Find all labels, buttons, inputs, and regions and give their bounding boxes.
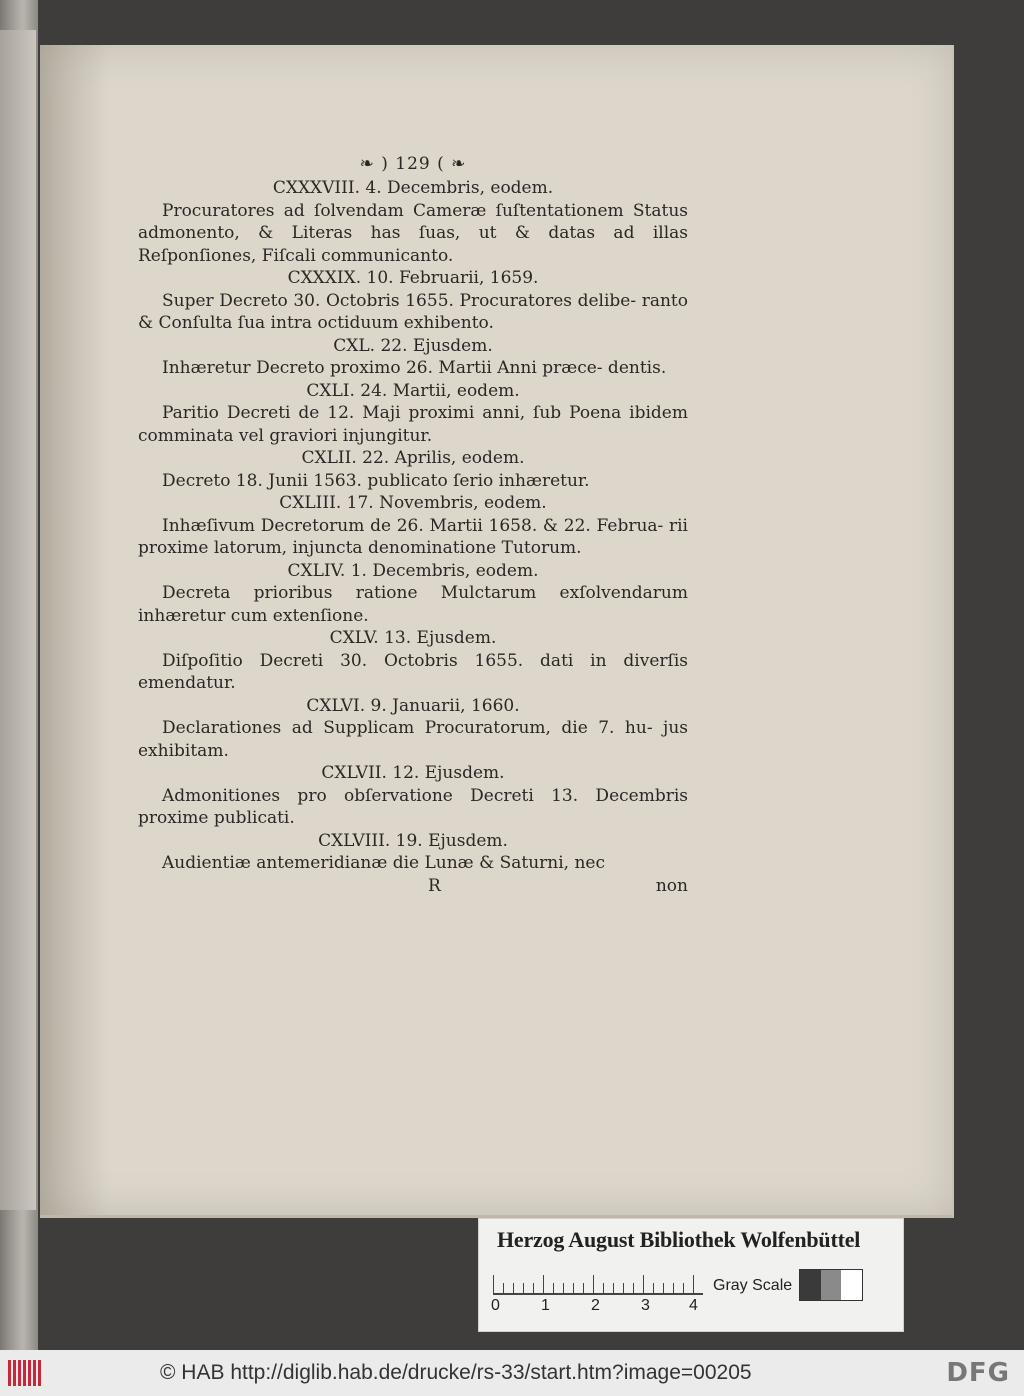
running-head: ❧ ) 129 ( ❧ [359,154,467,174]
entry [138,627,688,695]
entry-heading: CXL. 22. Ejusdem. [333,335,493,356]
entry-text: Admonitiones pro obſervatione Decreti 13. Decembris proxime publicati. [138,785,688,828]
entry [138,380,688,448]
entry [138,177,688,267]
entry-heading: CXXXIX. 10. Februarii, 1659. [287,268,539,288]
entry-heading: CXLIII. 17. Novembris, eodem. [279,493,547,513]
entry [138,447,688,492]
entry-text: Decreta prioribus ratione Mulctarum exſolvendarum inhæretur cum extenſione. [138,583,688,626]
entry-text: Procuratores ad ſolvendam Cameræ ſuſtentationem Status admonento, & Literas has ſuas, ut & datas ad illas Reſponſiones, Fiſcali communicanto. [138,200,688,266]
facing-page-fragment [0,30,36,1210]
entry-heading: CXLV. 13. Ejusdem. [329,628,497,648]
signature-line [138,875,688,898]
scale-number: 2 [591,1297,600,1314]
dfg-logo: DFG [946,1358,1010,1388]
entry [138,560,688,628]
library-name: Herzog August Bibliothek Wolfenbüttel [497,1227,861,1252]
entry-heading: CXLI. 24. Martii, eodem. [306,380,520,401]
entry [138,267,688,335]
entry-text: Decreto 18. Junii 1563. publicato ſerio inhæretur. [162,470,590,491]
scale-ruler [493,1271,705,1297]
viewer-footer [0,1350,1024,1396]
entry-heading: CXLVIII. 19. Ejusdem. [318,830,508,851]
entry-heading: CXLIV. 1. Decembris, eodem. [287,560,539,581]
entry [138,695,688,763]
entry-heading: CXLVI. 9. Januarii, 1660. [306,695,520,716]
entry-heading: CXLVII. 12. Ejusdem. [321,763,505,783]
catchword: non [655,875,688,896]
entry-text: Paritio Decreti de 12. Maji proximi anni, ſub Poena ibidem comminata vel graviori injungitur. [138,403,688,446]
entry-text: Audientiæ antemeridianæ die Lunæ & Saturni, nec [162,853,606,873]
entry [138,830,688,875]
entry-heading: CXXXVIII. 4. Decembris, eodem. [272,178,554,198]
scale-number: 4 [689,1297,698,1314]
page-text [138,153,688,897]
entry [138,335,688,380]
entry-text: Inhæſivum Decretorum de 26. Martii 1658. & 22. Februa- rii proxime latorum, injuncta denominatione Tutorum. [138,515,688,558]
hab-logo-icon [8,1360,44,1386]
entry [138,492,688,560]
signature-mark: R [428,875,441,896]
entry-text: Super Decreto 30. Octobris 1655. Procuratores delibe- ranto & Conſulta ſua intra octiduum exhibento. [138,290,688,333]
gray-scale-swatch [799,1269,863,1301]
entry [138,762,688,830]
library-color-chart-label [478,1218,904,1332]
entry-text: Declarationes ad Supplicam Procuratorum, die 7. hu- jus exhibitam. [138,718,688,761]
scale-number: 0 [491,1297,500,1314]
scale-number: 3 [641,1297,650,1314]
entry-text: Diſpoſitio Decreti 30. Octobris 1655. dati in diverſis emendatur. [138,650,688,693]
gray-scale-label: Gray Scale [713,1277,793,1294]
entry-heading: CXLII. 22. Aprilis, eodem. [301,448,525,468]
scale-number: 1 [541,1297,550,1314]
page-gutter-shadow [40,45,110,1215]
scanned-page [40,45,954,1218]
entry-text: Inhæretur Decreto proximo 26. Martii Anni præce- dentis. [162,358,667,378]
copyright-link[interactable]: © HAB http://diglib.hab.de/drucke/rs-33/start.htm?image=00205 [160,1361,752,1384]
